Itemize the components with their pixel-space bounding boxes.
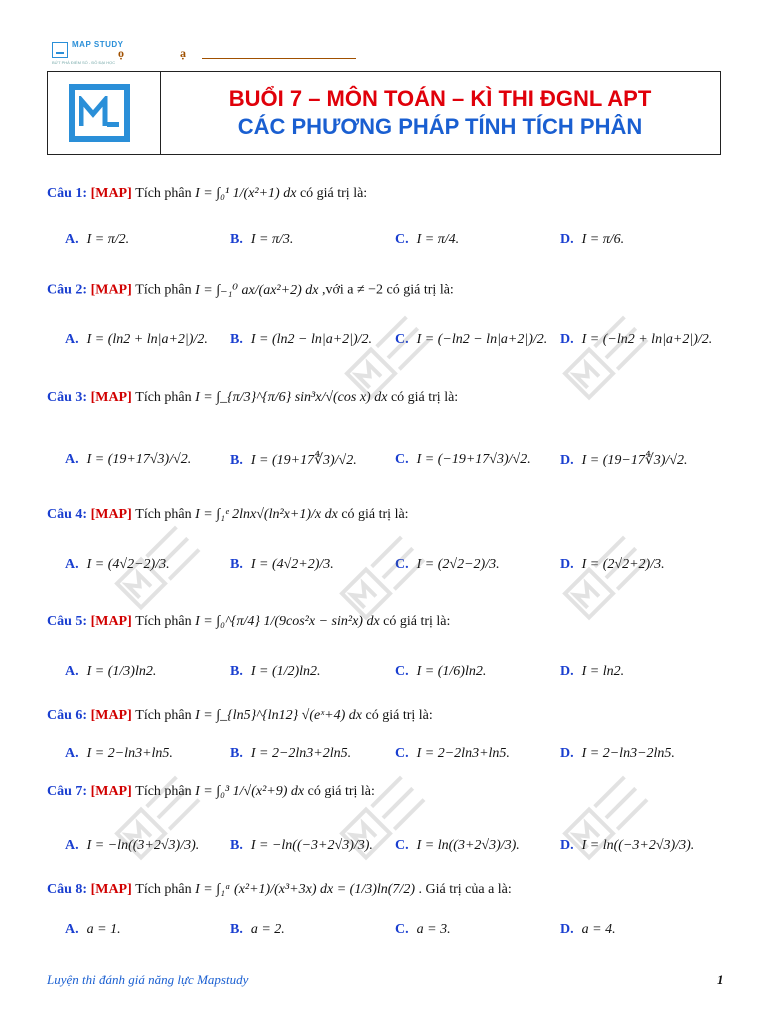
logo-cell — [48, 72, 161, 154]
option-d[interactable]: D. a = 4. — [560, 922, 616, 937]
question-label: Câu 6: — [47, 708, 88, 723]
question-tail: có giá trị là: — [390, 390, 459, 405]
math-expression: I = ∫_{π/3}^{π/6} sin³x/√(cos x) dx — [195, 390, 388, 405]
option-c[interactable]: C. I = π/4. — [395, 232, 460, 247]
watermark-logo-icon — [548, 520, 664, 636]
question-lead: Tích phân — [135, 186, 192, 201]
watermark-logo-icon — [330, 300, 446, 416]
question-lead: Tích phân — [135, 708, 192, 723]
option-d[interactable]: D. I = 2−ln3−2ln5. — [560, 746, 675, 761]
option-b[interactable]: B. I = 2−2ln3+2ln5. — [230, 746, 352, 761]
question-label: Câu 2: — [47, 282, 88, 298]
question-lead: Tích phân — [135, 507, 192, 522]
brand-logo-icon — [52, 42, 68, 58]
question-tag: [MAP] — [90, 507, 132, 522]
question-tail: . Giá trị của a là: — [418, 882, 512, 897]
option-c[interactable]: C. I = 2−2ln3+ln5. — [395, 746, 510, 761]
question-tag: [MAP] — [90, 282, 132, 298]
question-label: Câu 5: — [47, 614, 88, 629]
watermark-logo-icon — [325, 520, 441, 636]
page-subtitle: CÁC PHƯƠNG PHÁP TÍNH TÍCH PHÂN — [237, 114, 643, 139]
question-tag: [MAP] — [90, 390, 132, 405]
option-b[interactable]: B. I = (1/2)ln2. — [230, 664, 321, 679]
question-tail: ,với a ≠ −2 có giá trị là: — [321, 282, 454, 298]
question-label: Câu 3: — [47, 390, 88, 405]
option-a[interactable]: A. I = π/2. — [65, 232, 130, 247]
question-tail: có giá trị là: — [383, 614, 451, 629]
option-d[interactable]: D. I = (2√2+2)/3. — [560, 557, 665, 572]
option-b[interactable]: B. a = 2. — [230, 922, 285, 937]
option-a[interactable]: A. I = −ln((3+2√3)/3). — [65, 838, 200, 853]
option-b[interactable]: B. I = (4√2+2)/3. — [230, 557, 334, 572]
math-expression: I = ∫₀³ 1/√(x²+9) dx — [195, 784, 305, 799]
question-tag: [MAP] — [90, 186, 132, 201]
option-c[interactable]: C. I = (−ln2 − ln|a+2|)/2. — [395, 332, 548, 347]
watermark-logo-icon — [100, 510, 216, 626]
math-expression: I = ∫₀¹ 1/(x²+1) dx — [195, 186, 297, 201]
title-box — [47, 71, 721, 155]
option-c[interactable]: C. I = ln((3+2√3)/3). — [395, 838, 520, 853]
header-bar — [52, 40, 362, 66]
brand-name: MAP STUDY — [72, 40, 124, 49]
class-field-label: ạ — [180, 46, 186, 60]
question-tail: có giá trị là: — [341, 507, 409, 522]
question-lead: Tích phân — [135, 784, 192, 799]
question-lead: Tích phân — [135, 614, 192, 629]
page-title: BUỔI 7 – MÔN TOÁN – KÌ THI ĐGNL APT — [228, 86, 652, 111]
watermark-logo-icon — [548, 300, 664, 416]
question-label: Câu 7: — [47, 784, 88, 799]
fill-in-line — [202, 58, 356, 59]
map-logo-icon — [69, 84, 130, 142]
question-1 — [47, 176, 721, 260]
option-d[interactable]: D. I = (−ln2 + ln|a+2|)/2. — [560, 332, 713, 347]
question-label: Câu 4: — [47, 507, 88, 522]
watermark-logo-icon — [100, 760, 216, 876]
question-tail: có giá trị là: — [299, 186, 368, 201]
option-a[interactable]: A. I = (19+17√3)/√2. — [65, 452, 192, 467]
question-tag: [MAP] — [90, 784, 132, 799]
option-a[interactable]: A. I = 2−ln3+ln5. — [65, 746, 173, 761]
math-expression: I = ∫₁ᵃ (x²+1)/(x³+3x) dx = (1/3)ln(7/2) — [195, 882, 415, 897]
option-c[interactable]: C. I = (2√2−2)/3. — [395, 557, 500, 572]
option-b[interactable]: B. I = −ln((−3+2√3)/3). — [230, 838, 373, 853]
math-expression: I = ∫₁ᵉ 2lnx√(ln²x+1)/x dx — [195, 507, 338, 522]
footer-text: Luyện thi đánh giá năng lực Mapstudy — [47, 972, 249, 987]
math-expression: I = ∫₀^{π/4} 1/(9cos²x − sin²x) dx — [195, 614, 380, 629]
page-number: 1 — [717, 972, 724, 987]
option-d[interactable]: D. I = ln((−3+2√3)/3). — [560, 838, 695, 853]
option-b[interactable]: B. I = (ln2 − ln|a+2|)/2. — [230, 332, 373, 347]
option-d[interactable]: D. I = ln2. — [560, 664, 625, 679]
question-lead: Tích phân — [135, 282, 192, 298]
option-b[interactable]: B. I = π/3. — [230, 232, 294, 247]
brand-slogan: BỨT PHÁ ĐIỂM SỐ - ĐỖ ĐẠI HỌC — [52, 60, 116, 65]
option-a[interactable]: A. a = 1. — [65, 922, 121, 937]
option-c[interactable]: C. a = 3. — [395, 922, 451, 937]
question-lead: Tích phân — [135, 882, 192, 897]
math-expression: I = ∫_{ln5}^{ln12} √(eˣ+4) dx — [195, 708, 362, 723]
question-label: Câu 1: — [47, 186, 88, 201]
watermark-logo-icon — [548, 760, 664, 876]
question-tag: [MAP] — [90, 882, 132, 897]
question-tag: [MAP] — [90, 614, 132, 629]
math-expression: I = ∫₋₁⁰ ax/(ax²+2) dx — [195, 283, 319, 298]
option-d[interactable]: D. I = (19−17∜3)/√2. — [560, 453, 688, 468]
question-tail: có giá trị là: — [365, 708, 433, 723]
question-tag: [MAP] — [90, 708, 132, 723]
question-8 — [47, 872, 721, 950]
option-d[interactable]: D. I = π/6. — [560, 232, 625, 247]
question-label: Câu 8: — [47, 882, 88, 897]
option-a[interactable]: A. I = (1/3)ln2. — [65, 664, 157, 679]
option-a[interactable]: A. I = (4√2−2)/3. — [65, 557, 170, 572]
option-c[interactable]: C. I = (−19+17√3)/√2. — [395, 452, 531, 467]
question-tail: có giá trị là: — [307, 784, 375, 799]
option-a[interactable]: A. I = (ln2 + ln|a+2|)/2. — [65, 332, 208, 347]
option-c[interactable]: C. I = (1/6)ln2. — [395, 664, 487, 679]
question-lead: Tích phân — [135, 390, 192, 405]
name-field-label: ọ — [118, 46, 124, 60]
option-b[interactable]: B. I = (19+17∜3)/√2. — [230, 453, 357, 468]
watermark-logo-icon — [325, 760, 441, 876]
